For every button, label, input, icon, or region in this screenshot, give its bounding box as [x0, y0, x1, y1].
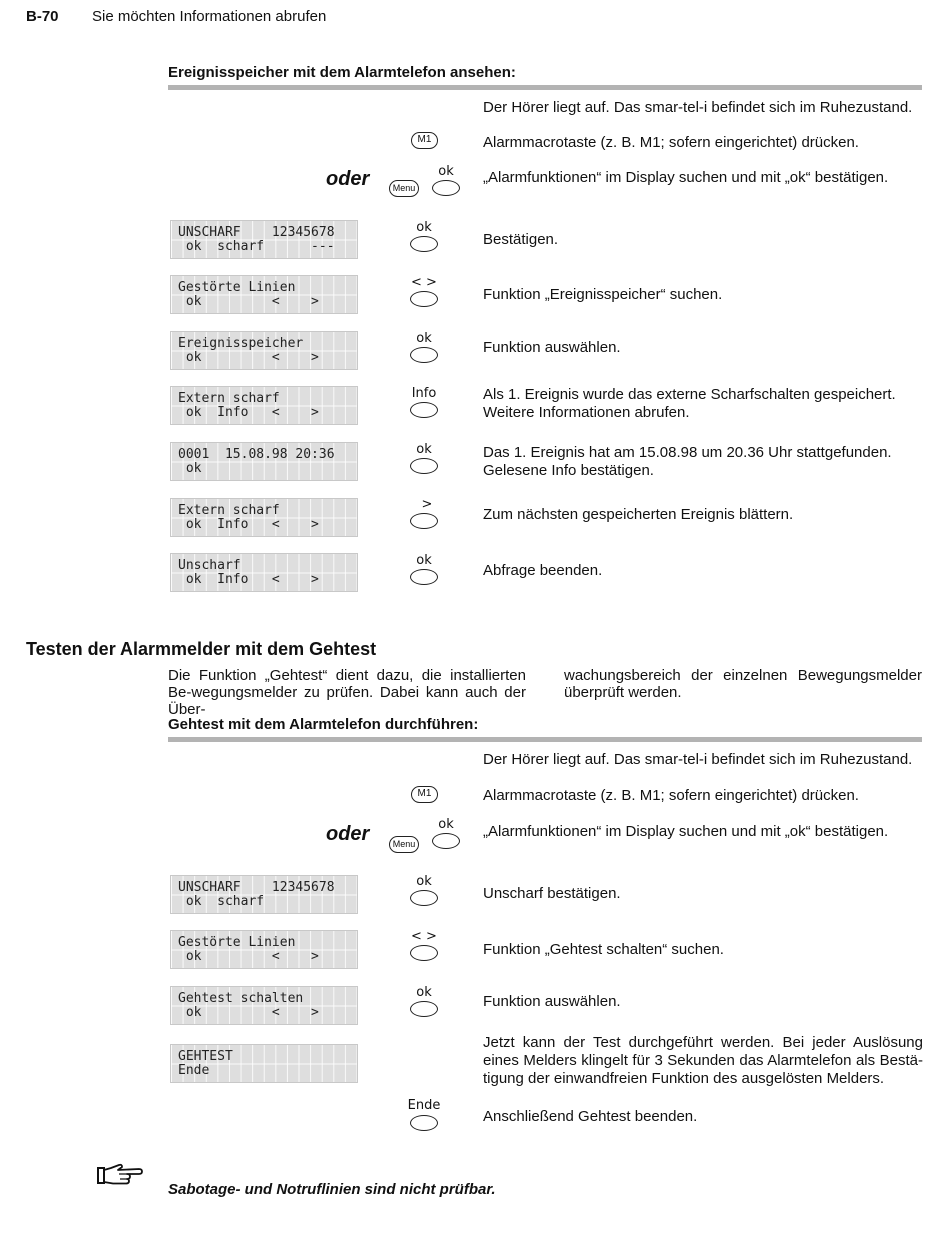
page-number: B-70 [26, 8, 59, 25]
m1-key-icon [411, 132, 438, 149]
lcd-line-2: ok Info < > [178, 405, 319, 420]
arrow-key-icon [410, 945, 438, 961]
ok-key-icon [410, 890, 438, 906]
lcd-line-2: ok < > [178, 1005, 319, 1020]
lcd-display [170, 220, 358, 259]
step-description: Unscharf bestätigen. [483, 885, 621, 902]
lcd-display [170, 930, 358, 969]
ok-key-icon [432, 180, 460, 196]
lcd-line-1: Gestörte Linien [178, 280, 296, 295]
arrow-keys-label: < > [411, 275, 437, 290]
menu-key-icon [389, 836, 419, 853]
menu-key-label: Menu [392, 839, 416, 849]
section-rule [168, 737, 922, 742]
step-description: Jetzt kann der Test durchgeführt werden. Bei jeder Auslösung eines Melders klingelt für 3 Sekunden das Alarmtelefon als Bestä-tigung der einwandfreien Funktion des ausgelösten Melders. [483, 1034, 923, 1087]
lcd-display [170, 498, 358, 537]
ok-key-label: ok [416, 553, 432, 568]
step-description: „Alarmfunktionen“ im Display suchen und mit „ok“ bestätigen. [483, 169, 889, 186]
ok-key-label: ok [416, 985, 432, 1000]
section-rule [168, 85, 922, 90]
step-description: Funktion auswählen. [483, 339, 621, 356]
step-description: Funktion „Gehtest schalten“ suchen. [483, 941, 724, 958]
step-description: Funktion auswählen. [483, 993, 621, 1010]
section-heading: Testen der Alarmmelder mit dem Gehtest [26, 639, 377, 659]
next-key-label: > [421, 497, 433, 512]
lcd-line-1: Extern scharf [178, 391, 280, 406]
lcd-line-1: Ereignisspeicher [178, 336, 304, 351]
lcd-line-2: ok [178, 461, 202, 476]
step-description: Alarmmacrotaste (z. B. M1; sofern eingerichtet) drücken. [483, 134, 859, 151]
ok-key-icon [410, 236, 438, 252]
m1-key-label: M1 [417, 134, 432, 145]
section-subheading: Gehtest mit dem Alarmtelefon durchführen: [168, 716, 479, 733]
lcd-display [170, 875, 358, 914]
lcd-line-2: ok < > [178, 949, 319, 964]
lcd-line-1: UNSCHARF 12345678 [178, 880, 335, 895]
info-key-label: Info [411, 386, 437, 401]
oder-label: oder [326, 823, 370, 845]
lcd-line-1: Gestörte Linien [178, 935, 296, 950]
pointing-hand-icon [97, 1163, 143, 1191]
lcd-line-1: UNSCHARF 12345678 [178, 225, 335, 240]
step-description: Anschließend Gehtest beenden. [483, 1108, 698, 1125]
ok-key-label: ok [416, 220, 432, 235]
arrow-keys-label: < > [411, 929, 437, 944]
step-description: Der Hörer liegt auf. Das smar-tel-i befindet sich im Ruhezustand. [483, 99, 913, 116]
lcd-line-1: GEHTEST [178, 1049, 233, 1064]
lcd-line-2: Ende [178, 1063, 210, 1078]
section-subheading: Ereignisspeicher mit dem Alarmtelefon ansehen: [168, 64, 516, 81]
lcd-display [170, 275, 358, 314]
lcd-line-2: ok Info < > [178, 517, 319, 532]
step-description: Funktion „Ereignisspeicher“ suchen. [483, 286, 723, 303]
menu-key-label: Menu [392, 183, 416, 193]
lcd-line-1: Extern scharf [178, 503, 280, 518]
lcd-display [170, 986, 358, 1025]
step-description: Abfrage beenden. [483, 562, 603, 579]
lcd-display [170, 331, 358, 370]
intro-paragraph-right: wachungsbereich der einzelnen Bewegungsmelder überprüft werden. [564, 667, 922, 701]
lcd-display [170, 386, 358, 425]
lcd-line-2: ok scharf --- [178, 239, 335, 254]
ok-key-icon [410, 347, 438, 363]
ok-key-label: ok [438, 817, 454, 832]
ok-key-label: ok [416, 442, 432, 457]
step-description: Als 1. Ereignis wurde das externe Scharfschalten gespeichert. Weitere Informationen abrufen. [483, 386, 896, 421]
ok-key-icon [410, 1001, 438, 1017]
info-key-icon [410, 402, 438, 418]
lcd-line-2: ok < > [178, 294, 319, 309]
m1-key-label: M1 [417, 788, 432, 799]
page-title: Sie möchten Informationen abrufen [92, 8, 327, 25]
lcd-line-1: Gehtest schalten [178, 991, 304, 1006]
lcd-line-1: 0001 15.08.98 20:36 [178, 447, 335, 462]
lcd-line-2: ok < > [178, 350, 319, 365]
note-text: Sabotage- und Notruflinien sind nicht prüfbar. [168, 1181, 496, 1198]
ok-key-label: ok [416, 874, 432, 889]
ok-key-icon [410, 458, 438, 474]
m1-key-icon [411, 786, 438, 803]
intro-paragraph-left: Die Funktion „Gehtest“ dient dazu, die installierten Be-wegungsmelder zu prüfen. Dabei kann auch der Über- [168, 667, 526, 718]
step-description: Bestätigen. [483, 231, 559, 248]
ok-key-label: ok [438, 164, 454, 179]
ok-key-icon [410, 569, 438, 585]
arrow-key-icon [410, 291, 438, 307]
ende-key-icon [410, 1115, 438, 1131]
oder-label: oder [326, 168, 370, 190]
menu-key-icon [389, 180, 419, 197]
lcd-line-2: ok Info < > [178, 572, 319, 587]
ok-key-icon [432, 833, 460, 849]
lcd-line-1: Unscharf [178, 558, 241, 573]
next-key-icon [410, 513, 438, 529]
lcd-line-2: ok scharf [178, 894, 265, 909]
step-description: Der Hörer liegt auf. Das smar-tel-i befindet sich im Ruhezustand. [483, 751, 913, 768]
lcd-display [170, 1044, 358, 1083]
step-description: Zum nächsten gespeicherten Ereignis blättern. [483, 506, 794, 523]
step-description: Alarmmacrotaste (z. B. M1; sofern eingerichtet) drücken. [483, 787, 859, 804]
ok-key-label: ok [416, 331, 432, 346]
lcd-display [170, 553, 358, 592]
step-description: Das 1. Ereignis hat am 15.08.98 um 20.36 Uhr stattgefunden. Gelesene Info bestätigen. [483, 444, 892, 479]
ende-key-label: Ende [407, 1098, 441, 1113]
step-description: „Alarmfunktionen“ im Display suchen und mit „ok“ bestätigen. [483, 823, 889, 840]
lcd-display [170, 442, 358, 481]
